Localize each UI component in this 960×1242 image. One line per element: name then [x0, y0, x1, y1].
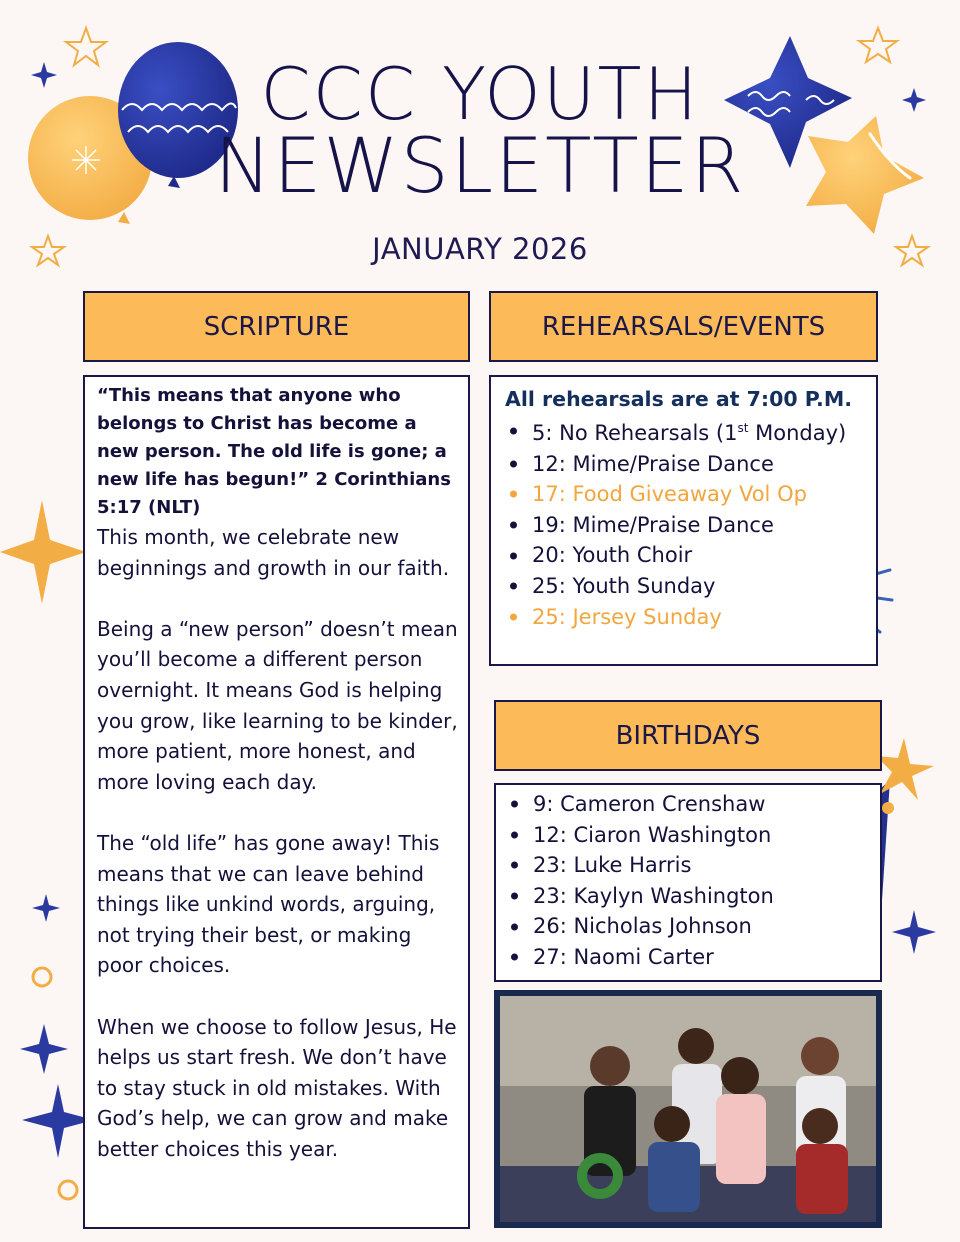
birthday-item: 23: Kaylyn Washington [506, 881, 870, 912]
event-item-highlight: 25: Jersey Sunday [505, 602, 862, 633]
birthday-item: 12: Ciaron Washington [506, 820, 870, 851]
event-item-highlight: 17: Food Giveaway Vol Op [505, 479, 862, 510]
event-item: 25: Youth Sunday [505, 571, 862, 602]
title-line-2: NEWSLETTER [214, 121, 746, 210]
birthdays-list [506, 789, 870, 973]
group-photo-illustration [500, 996, 876, 1222]
scripture-paragraph: This month, we celebrate new beginnings and growth in our faith. [97, 525, 450, 580]
birthdays-heading: BIRTHDAYS [494, 700, 882, 771]
issue-month: JANUARY 2026 [372, 232, 588, 266]
birthday-item: 23: Luke Harris [506, 850, 870, 881]
scripture-heading: SCRIPTURE [83, 291, 470, 362]
ring-icons [33, 968, 77, 1199]
scripture-paragraph: Being a “new person” doesn’t mean you’ll become a different person overnight. It means God is helping you grow, like learning to be kinder, more patient, more honest, and more loving each day. [97, 616, 458, 794]
event-item: 5: No Rehearsals (1st Monday) [505, 413, 862, 449]
title-line-1: CCC YOUTH [260, 52, 700, 136]
birthday-item: 9: Cameron Crenshaw [506, 789, 870, 820]
event-item: 19: Mime/Praise Dance [505, 510, 862, 541]
scripture-box [83, 375, 470, 1229]
event-item: 12: Mime/Praise Dance [505, 449, 862, 480]
orange-star-balloon-icon [806, 116, 924, 234]
rehearsal-time-note: All rehearsals are at 7:00 P.M. [505, 387, 853, 411]
events-list [505, 413, 862, 632]
events-box [489, 375, 878, 666]
large-sparkle-icon [0, 500, 86, 604]
birthdays-box [494, 783, 882, 982]
event-item: 20: Youth Choir [505, 540, 862, 571]
scripture-verse: “This means that anyone who belongs to Christ has become a new person. The old life is gone; a new life has begun!” 2 Corinthians 5:17 (NLT) [97, 385, 451, 518]
scripture-paragraph: The “old life” has gone away! This means that we can leave behind things like unkind words, arguing, not trying their best, or making poor choices. [97, 830, 440, 978]
birthday-item: 27: Naomi Carter [506, 942, 870, 973]
group-photo [494, 990, 882, 1228]
scripture-paragraph: When we choose to follow Jesus, He helps us start fresh. We don’t have to stay stuck in old mistakes. With God’s help, we can grow and make better choices this year. [97, 1014, 457, 1161]
birthday-item: 26: Nicholas Johnson [506, 911, 870, 942]
events-heading: REHEARSALS/EVENTS [489, 291, 878, 362]
